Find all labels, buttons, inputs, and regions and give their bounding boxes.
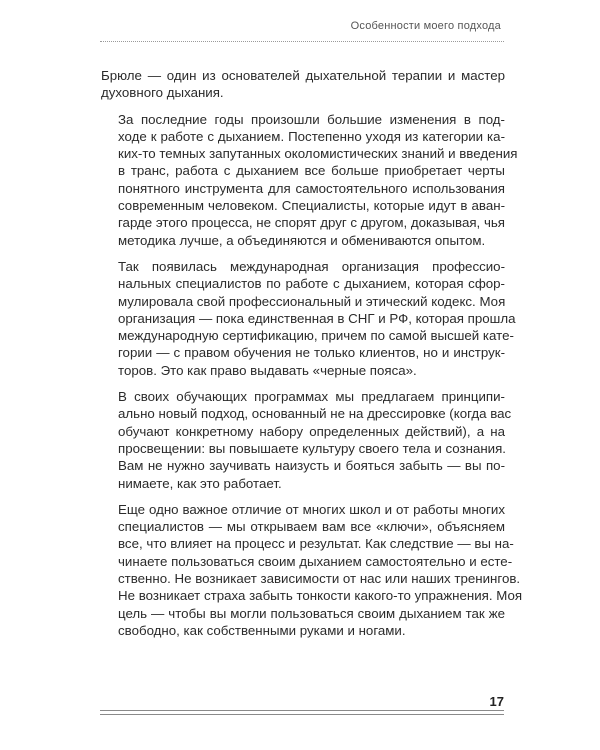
body-text: [101, 67, 523, 648]
text-line: цель — чтобы вы могли пользоваться своим дыханием так же: [118, 605, 505, 621]
paragraph: [101, 501, 523, 639]
text-line: Еще одно важное отличие от многих школ и от работы многих: [118, 501, 505, 517]
text-line: международную сертификацию, причем по самой высшей кате-: [118, 328, 514, 344]
text-line: понятного инструмента для самостоятельного использования: [118, 180, 505, 196]
paragraph: [101, 258, 516, 379]
text-line: в транс, работа с дыханием все больше приобретает черты: [118, 163, 505, 179]
text-line: ально новый подход, основанный не на дрессировке (когда вас: [118, 406, 512, 422]
text-line: свободно, как собственными руками и ногами.: [118, 622, 406, 638]
text-line: Так появилась международная организация профессио-: [118, 258, 505, 274]
text-line: чинаете пользоваться своим дыханием самостоятельно и есте-: [118, 553, 513, 569]
running-header: Особенности моего подхода: [350, 20, 501, 32]
text-line: все, что влияет на процесс и результат. Как следствие — вы на-: [118, 536, 514, 552]
text-line: В своих обучающих программах мы предлагаем принципи-: [118, 389, 505, 405]
text-line: обучают конкретному набору определенных действий), а на: [118, 423, 505, 439]
paragraph: [101, 67, 505, 102]
text-line: ходе к работе с дыханием. Постепенно уходя из категории ка-: [118, 128, 505, 144]
paragraph: [101, 111, 518, 249]
text-line: ких-то темных запутанных околомистических знаний и введения: [118, 146, 518, 162]
text-line: гарде этого процесса, не спорят друг с другом, доказывая, чья: [118, 215, 505, 231]
text-line: организация — пока единственная в СНГ и РФ, которая прошла: [118, 310, 516, 326]
text-line: методика лучше, а объединяются и обмениваются опытом.: [118, 232, 486, 248]
paragraph: [101, 388, 512, 492]
text-line: просвещении: вы повышаете культуру своего тела и сознания.: [118, 440, 507, 456]
text-line: нимаете, как это работает.: [118, 475, 282, 491]
text-line: Не возникает страха забыть тонкости какого-то упражнения. Моя: [118, 588, 523, 604]
text-line: нальных специалистов по работе с дыханием, которая сфор-: [118, 276, 505, 292]
header-rule: [100, 41, 504, 42]
text-line: За последние годы произошли большие изменения в под-: [118, 111, 505, 127]
text-line: торов. Это как право выдавать «черные пояса».: [118, 362, 417, 378]
text-line: духовного дыхания.: [101, 85, 224, 101]
text-line: современным человеком. Специалисты, которые идут в аван-: [118, 198, 505, 214]
text-line: специалистов — мы открываем вам все «ключи», объясняем: [118, 519, 505, 535]
footer-rule: [100, 710, 504, 715]
text-line: мулировала свой профессиональный и этический кодекс. Моя: [118, 293, 506, 309]
page-number: 17: [489, 694, 504, 709]
text-line: ственно. Не возникает зависимости от нас или наших тренингов.: [118, 571, 521, 587]
text-line: Вам не нужно заучивать наизусть и бояться забыть — вы по-: [118, 458, 505, 474]
text-line: Брюле — один из основателей дыхательной терапии и мастер: [101, 68, 505, 83]
text-line: гории — с правом обучения не только клиентов, но и инструк-: [118, 345, 505, 361]
